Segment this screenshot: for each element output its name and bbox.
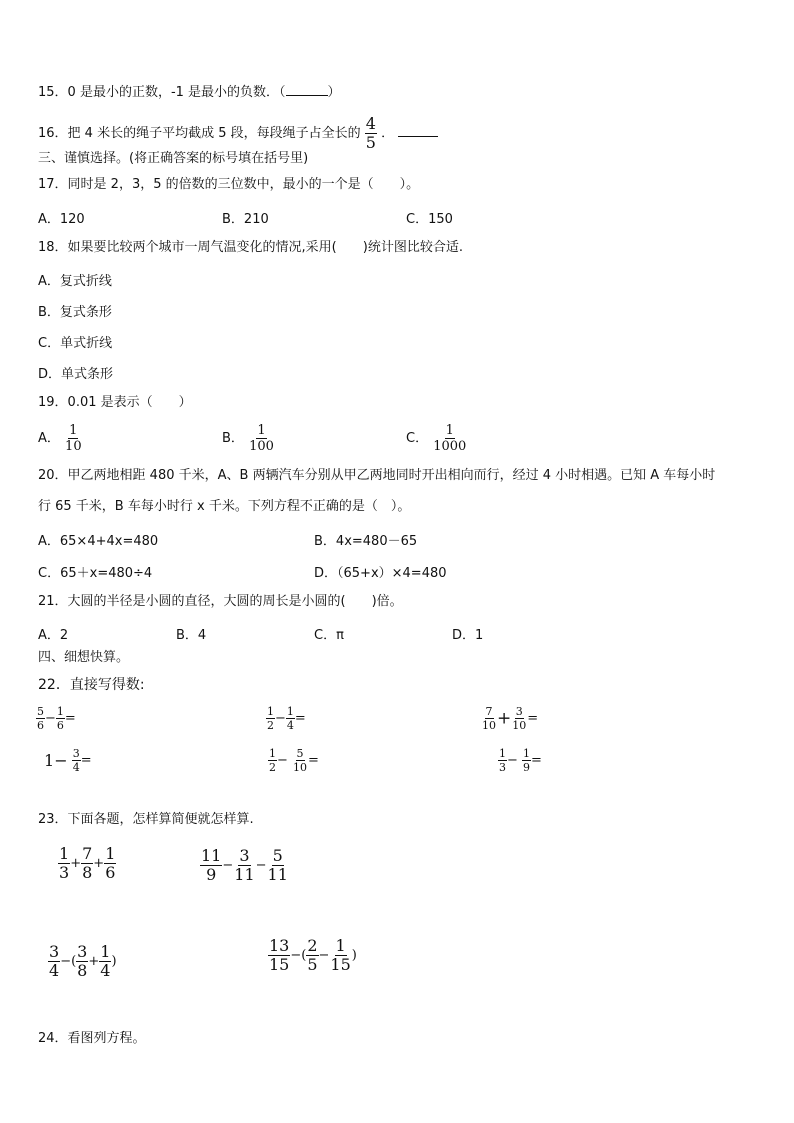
option-c[interactable]: C．150 — [406, 212, 453, 227]
option-a[interactable]: A．复式折线 — [38, 274, 112, 289]
question-23-title: 23．下面各题，怎样算简便就怎样算. — [38, 812, 254, 827]
calc-item: $\frac{1}{2}$ − $\frac{1}{4}$ = — [267, 705, 306, 732]
option-c[interactable]: C． $\frac{1}{1000}$ — [406, 423, 467, 454]
option-c[interactable]: C．单式折线 — [38, 336, 113, 351]
question-17: 17．同时是 2，3，5 的倍数的三位数中，最小的一个是（ ）。 — [38, 177, 420, 192]
option-a[interactable]: A． $\frac{1}{10}$ — [38, 423, 82, 454]
option-b[interactable]: B．4 — [176, 628, 207, 643]
expression: $\frac{3}{4}$ −( $\frac{3}{8}$ + $\frac{1}{4}$ ) — [49, 942, 117, 980]
question-22-title: 22．直接写得数: — [38, 677, 145, 693]
question-24-title: 24．看图列方程。 — [38, 1031, 146, 1046]
calc-item: $\frac{1}{3}$ − $\frac{1}{9}$ = — [499, 747, 542, 774]
answer-blank[interactable] — [286, 82, 328, 96]
option-b[interactable]: B． $\frac{1}{100}$ — [222, 423, 274, 454]
option-a[interactable]: A．65×4+4x=480 — [38, 534, 159, 549]
fraction: $\frac{4}{5}$ — [365, 114, 376, 152]
option-d[interactable]: D．单式条形 — [38, 367, 114, 382]
question-16-text: 16．把 4 米长的绳子平均截成 5 段，每段绳子占全长的 — [38, 126, 361, 141]
option-c[interactable]: C．65＋x=480÷4 — [38, 566, 153, 581]
option-b[interactable]: B．210 — [222, 212, 269, 227]
expression: $\frac{1}{3}$ + $\frac{7}{8}$ + $\frac{1}{6}$ — [59, 844, 116, 882]
question-15: 15．0 是最小的正数，-1 是最小的负数．（ ） — [38, 82, 341, 102]
question-16: 16．把 4 米长的绳子平均截成 5 段，每段绳子占全长的 $\frac{4}{5}$ ． — [38, 116, 438, 151]
option-c[interactable]: C．π — [314, 628, 344, 643]
calc-item: $\frac{1}{2}$ − $\frac{5}{10}$ = — [269, 747, 319, 774]
calc-item: $\frac{5}{6}$ − $\frac{1}{6}$ = — [37, 705, 76, 732]
calc-item: $\frac{7}{10}$ + $\frac{3}{10}$ = — [482, 705, 539, 732]
option-a[interactable]: A．120 — [38, 212, 85, 227]
expression: $\frac{11}{9}$ − $\frac{3}{11}$ − $\frac{5}{11}$ — [201, 846, 288, 884]
fraction: $\frac{1}{100}$ — [249, 423, 274, 454]
option-b[interactable]: B．复式条形 — [38, 305, 112, 320]
question-20-line-1: 20．甲乙两地相距 480 千米，A、B 两辆汽车分别从甲乙两地同时开出相向而行，经过 4 小时相遇。已知 A 车每小时 — [38, 468, 716, 483]
question-20-line-2: 行 65 千米，B 车每小时行 x 千米。下列方程不正确的是（ ）。 — [38, 499, 411, 514]
calc-item: 1− $\frac{3}{4}$ = — [44, 747, 92, 774]
fraction: $\frac{1}{1000}$ — [433, 423, 467, 454]
option-d[interactable]: D．（65+x）×4=480 — [314, 566, 447, 581]
option-b[interactable]: B．4x=480－65 — [314, 534, 418, 549]
option-a[interactable]: A．2 — [38, 628, 69, 643]
option-d[interactable]: D．1 — [452, 628, 484, 643]
section-heading-4: 四、细想快算。 — [38, 650, 130, 665]
question-19: 19．0.01 是表示（ ） — [38, 395, 192, 410]
answer-blank[interactable] — [398, 123, 438, 137]
section-heading-3: 三、谨慎选择。(将正确答案的标号填在括号里) — [38, 151, 309, 166]
question-21: 21．大圆的半径是小圆的直径，大圆的周长是小圆的( )倍。 — [38, 594, 403, 609]
expression: $\frac{13}{15}$ −( $\frac{2}{5}$ − $\frac{1}{15}$ ) — [269, 936, 357, 974]
question-15-text: 15．0 是最小的正数，-1 是最小的负数．（ — [38, 85, 286, 100]
fraction: $\frac{1}{10}$ — [65, 423, 82, 454]
question-18: 18．如果要比较两个城市一周气温变化的情况,采用( )统计图比较合适. — [38, 240, 463, 255]
